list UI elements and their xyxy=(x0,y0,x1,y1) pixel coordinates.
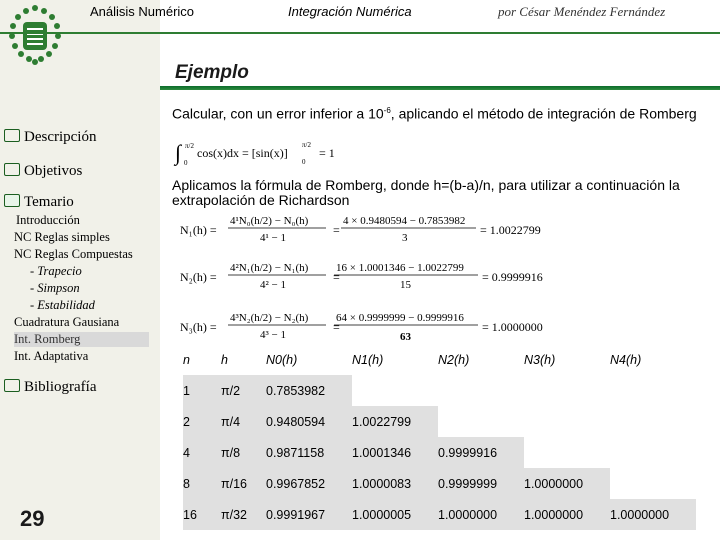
cell-n4 xyxy=(610,437,696,468)
svg-text:0: 0 xyxy=(302,158,306,166)
cell-n: 8 xyxy=(183,468,221,499)
eq3-numerator: 64 × 0.9999999 − 0.9999916 xyxy=(336,312,464,324)
cell-n: 4 xyxy=(183,437,221,468)
nav-objetivos[interactable] xyxy=(4,162,82,180)
svg-text:=: = xyxy=(333,320,340,334)
cell-n4 xyxy=(610,406,696,437)
eq2-numerator: 16 × 1.0001346 − 1.0022799 xyxy=(336,262,464,274)
col-header-n1: N1(h) xyxy=(352,352,384,367)
equation-n2 xyxy=(178,257,558,293)
nav-label: Temario xyxy=(24,194,74,210)
svg-text:N₃(h) =: N₃(h) = xyxy=(180,320,217,334)
col-header-h: h xyxy=(221,352,228,367)
title-underline xyxy=(160,86,720,90)
cell-n1: 1.0000083 xyxy=(352,468,438,499)
nav-sub-romberg[interactable]: Int. Romberg xyxy=(14,332,149,347)
cell-n3 xyxy=(524,437,610,468)
nav-sub-reglas-simples[interactable]: NC Reglas simples xyxy=(14,230,110,244)
folder-open-icon xyxy=(4,194,20,207)
cell-n1: 1.0000005 xyxy=(352,499,438,530)
col-header-n: n xyxy=(183,352,190,367)
svg-text:= 1: = 1 xyxy=(319,146,335,160)
nav-label: Objetivos xyxy=(24,163,83,179)
cell-n0: 0.9871158 xyxy=(266,437,352,468)
cell-n2: 1.0000000 xyxy=(438,499,524,530)
cell-n: 16 xyxy=(183,499,221,530)
svg-text:=: = xyxy=(333,223,340,237)
svg-text:4³ − 1: 4³ − 1 xyxy=(260,329,287,341)
nav-sub-cuadratura[interactable]: Cuadratura Gausiana xyxy=(14,315,120,329)
cell-n2: 0.9999999 xyxy=(438,468,524,499)
equation-n3 xyxy=(178,305,558,345)
cell-n3 xyxy=(524,375,610,406)
cell-n0: 0.9991967 xyxy=(266,499,352,530)
nav-sub-reglas-compuestas[interactable]: NC Reglas Compuestas xyxy=(14,247,133,261)
equation-n1 xyxy=(178,210,558,246)
nav-sub-simpson[interactable]: - Simpson xyxy=(30,281,80,295)
cell-n: 1 xyxy=(183,375,221,406)
cell-h: π/8 xyxy=(221,437,266,468)
svg-text:π/2: π/2 xyxy=(185,142,194,150)
cell-h: π/4 xyxy=(221,406,266,437)
nav-label: Descripción xyxy=(24,129,97,145)
svg-text:4² − 1: 4² − 1 xyxy=(260,279,287,291)
cell-n4 xyxy=(610,468,696,499)
cell-n1: 1.0022799 xyxy=(352,406,438,437)
cell-n0: 0.9967852 xyxy=(266,468,352,499)
eq3-result: = 1.0000000 xyxy=(482,320,543,334)
page-number: 29 xyxy=(20,506,45,531)
folder-icon xyxy=(4,379,20,392)
problem-statement: Calcular, con un error inferior a $10^{-6}$, aplicando el método de integración de Romberg xyxy=(172,105,697,122)
cell-n2 xyxy=(438,375,524,406)
cell-n1 xyxy=(352,375,438,406)
table-row xyxy=(183,437,696,468)
university-logo xyxy=(2,2,68,68)
svg-text:cos(x)dx = [sin(x)]: cos(x)dx = [sin(x)] xyxy=(197,146,288,160)
svg-text:=: = xyxy=(333,270,340,284)
eq1-denominator: 3 xyxy=(402,232,408,244)
nav-label: Bibliografía xyxy=(24,379,97,395)
cell-n2 xyxy=(438,406,524,437)
nav-sub-adaptativa[interactable]: Int. Adaptativa xyxy=(14,349,89,363)
header-divider xyxy=(0,32,720,34)
slide-title: Ejemplo xyxy=(175,62,249,83)
svg-text:∫: ∫ xyxy=(175,140,182,165)
nav-sub-introduccion[interactable]: Introducción xyxy=(16,213,80,227)
cell-h: π/2 xyxy=(221,375,266,406)
cell-n3: 1.0000000 xyxy=(524,468,610,499)
integral-formula xyxy=(173,136,373,168)
eq2-result: = 0.9999916 xyxy=(482,270,543,284)
svg-text:0: 0 xyxy=(184,159,188,167)
svg-text:N₁(h) =: N₁(h) = xyxy=(180,223,217,237)
svg-text:π/2: π/2 xyxy=(302,141,311,149)
cell-n: 2 xyxy=(183,406,221,437)
cell-h: π/16 xyxy=(221,468,266,499)
svg-text:4²N₁(h/2) − N₁(h): 4²N₁(h/2) − N₁(h) xyxy=(230,262,309,274)
eq3-denominator: 63 xyxy=(400,331,411,343)
section-title: Integración Numérica xyxy=(288,4,412,19)
nav-sub-trapecio[interactable]: - Trapecio xyxy=(30,264,82,278)
cell-n0: 0.9480594 xyxy=(266,406,352,437)
eq1-numerator: 4 × 0.9480594 − 0.7853982 xyxy=(343,215,466,227)
cell-n0: 0.7853982 xyxy=(266,375,352,406)
folder-icon xyxy=(4,129,20,142)
cell-n4 xyxy=(610,375,696,406)
cell-n3: 1.0000000 xyxy=(524,499,610,530)
col-header-n0: N0(h) xyxy=(266,352,298,367)
nav-temario[interactable] xyxy=(4,193,74,211)
author: por César Menéndez Fernández xyxy=(498,4,666,19)
romberg-table xyxy=(183,344,696,530)
cell-n2: 0.9999916 xyxy=(438,437,524,468)
cell-n4: 1.0000000 xyxy=(610,499,696,530)
method-description: Aplicamos la fórmula de Romberg, donde h=(b-a)/n, para utilizar a continuación la extrapolación de Richardson xyxy=(172,177,680,208)
svg-text:4¹N₀(h/2) − N₀(h): 4¹N₀(h/2) − N₀(h) xyxy=(230,215,309,227)
table-row xyxy=(183,375,696,406)
course-title: Análisis Numérico xyxy=(90,4,195,19)
cell-h: π/32 xyxy=(221,499,266,530)
svg-text:4³N₂(h/2) − N₂(h): 4³N₂(h/2) − N₂(h) xyxy=(230,312,309,324)
table-row xyxy=(183,499,696,530)
col-header-n4: N4(h) xyxy=(610,352,642,367)
eq2-denominator: 15 xyxy=(400,279,411,291)
nav-descripcion[interactable] xyxy=(4,128,96,146)
cell-n3 xyxy=(524,406,610,437)
table-header-row xyxy=(183,344,696,375)
table-row xyxy=(183,406,696,437)
col-header-n2: N2(h) xyxy=(438,352,470,367)
cell-n1: 1.0001346 xyxy=(352,437,438,468)
svg-text:4¹ − 1: 4¹ − 1 xyxy=(260,232,287,244)
col-header-n3: N3(h) xyxy=(524,352,556,367)
eq1-result: = 1.0022799 xyxy=(480,223,541,237)
folder-icon xyxy=(4,163,20,176)
nav-sub-estabilidad[interactable]: - Estabilidad xyxy=(30,298,95,312)
nav-bibliografia[interactable] xyxy=(4,378,96,396)
table-row xyxy=(183,468,696,499)
svg-text:N₂(h) =: N₂(h) = xyxy=(180,270,217,284)
